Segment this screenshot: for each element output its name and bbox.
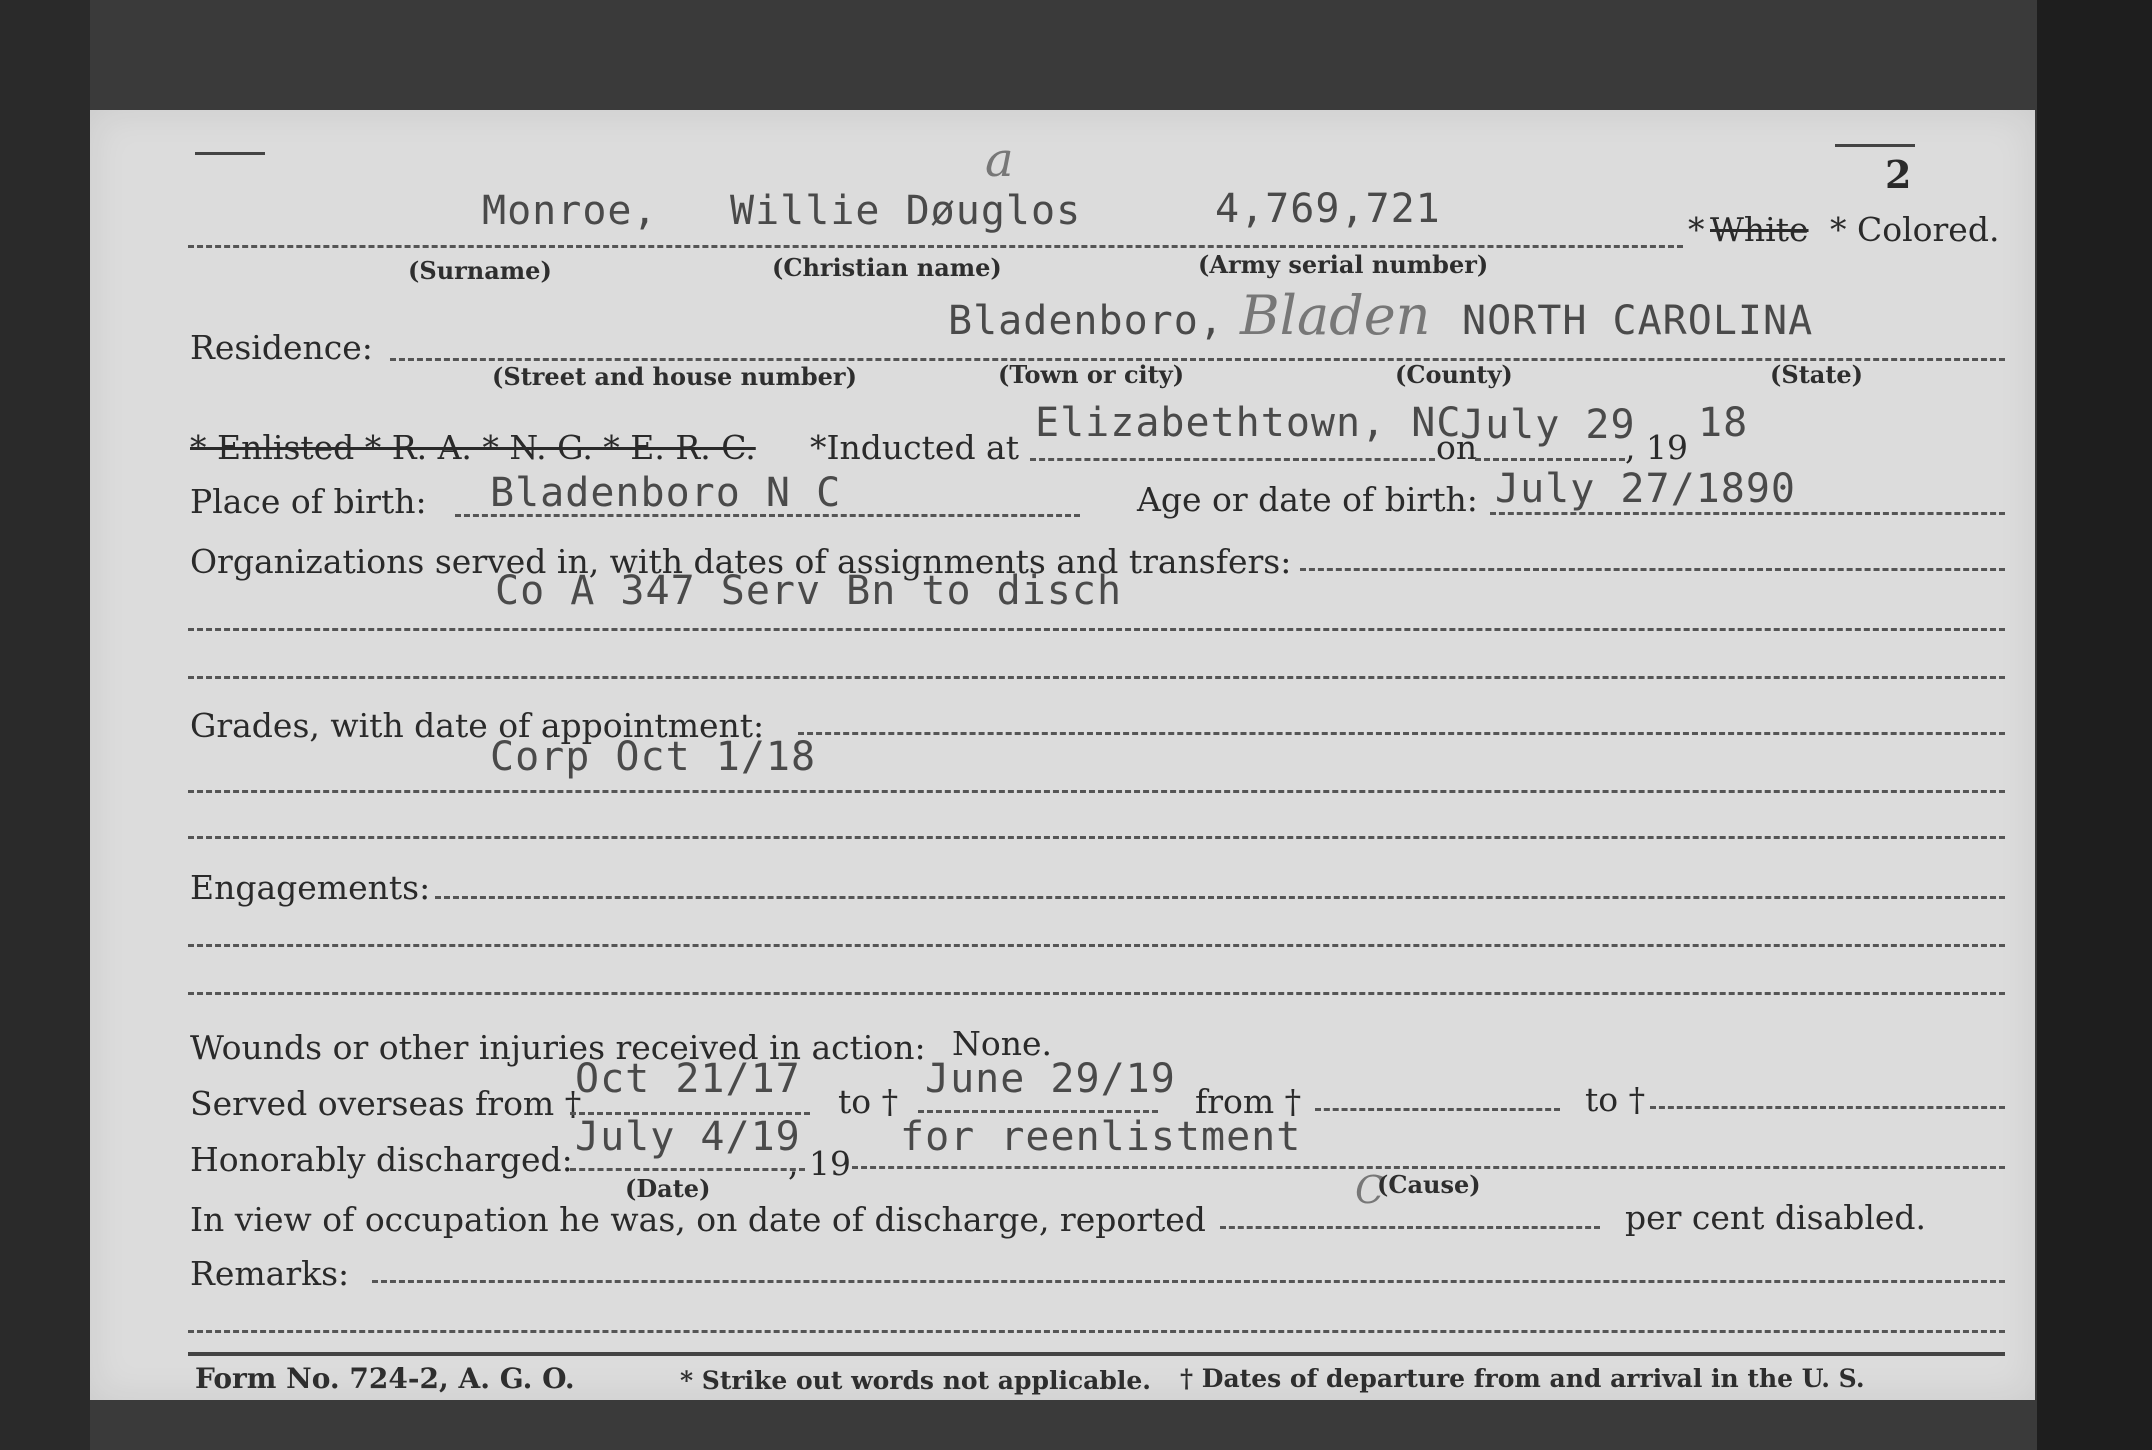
organizations-label: Organizations served in, with dates of assignments and transfers:	[190, 542, 1292, 581]
overseas-to2-label: to †	[1585, 1080, 1646, 1119]
age-value: July 27/1890	[1495, 466, 1796, 512]
overseas-to2-line	[1650, 1106, 2005, 1109]
surname-label: (Surname)	[408, 256, 552, 285]
organizations-value: Co A 347 Serv Bn to disch	[495, 568, 1123, 614]
street-label: (Street and house number)	[492, 362, 857, 391]
race-white-struck: White	[1710, 210, 1809, 249]
grades-line-2	[188, 790, 2005, 793]
overseas-from2-label: from †	[1195, 1082, 1302, 1121]
age-line	[1490, 512, 2005, 515]
engagements-line-3	[188, 992, 2005, 995]
age-label: Age or date of birth:	[1137, 480, 1478, 519]
footer-note-strike: * Strike out words not applicable.	[680, 1366, 1151, 1395]
inducted-year-value: 18	[1698, 400, 1749, 446]
christian-name-label: (Christian name)	[772, 253, 1002, 282]
inducted-date-value: July 29	[1460, 402, 1636, 448]
form-number: Form No. 724-2, A. G. O.	[195, 1362, 575, 1395]
race-asterisk: *	[1688, 210, 1705, 249]
organizations-line-3	[188, 676, 2005, 679]
residence-state-value: NORTH CAROLINA	[1462, 298, 1814, 344]
discharged-label: Honorably discharged:	[190, 1140, 573, 1179]
on-label: on	[1436, 428, 1478, 467]
year-prefix: , 19	[1625, 428, 1688, 467]
footer-note-dates: † Dates of departure from and arrival in the U. S.	[1180, 1364, 1865, 1393]
wounds-value: None.	[952, 1024, 1053, 1063]
discharge-cause-line	[852, 1166, 2005, 1169]
place-of-birth-label: Place of birth:	[190, 482, 427, 521]
discharge-date-label: (Date)	[625, 1174, 711, 1203]
discharge-date-line	[570, 1168, 805, 1171]
organizations-line-2	[188, 628, 2005, 631]
top-right-rule	[1835, 144, 1915, 147]
discharge-cause-label: (Cause)	[1377, 1170, 1481, 1199]
disability-suffix: per cent disabled.	[1625, 1198, 1927, 1237]
christian-name-value: Willie Døuglos	[730, 188, 1082, 234]
residence-line	[390, 358, 2005, 361]
discharge-year-prefix: , 19	[788, 1144, 851, 1183]
serial-number-value: 4,769,721	[1215, 186, 1441, 232]
race-colored: * Colored.	[1830, 210, 2000, 249]
name-correction-handwritten: a	[985, 132, 1014, 188]
state-label: (State)	[1770, 360, 1864, 389]
service-record-card	[90, 110, 2035, 1400]
scanner-frame-left	[0, 0, 90, 1450]
residence-county-value: Bladen	[1240, 284, 1431, 347]
residence-town-value: Bladenboro,	[948, 298, 1224, 344]
discharge-cause-mark: C	[1355, 1168, 1385, 1212]
overseas-from-value: Oct 21/17	[575, 1056, 801, 1102]
organizations-line-1	[1300, 568, 2005, 571]
place-of-birth-value: Bladenboro N C	[490, 470, 842, 516]
discharge-cause-value: for reenlistment	[900, 1114, 1302, 1160]
wounds-label: Wounds or other injuries received in action:	[190, 1028, 926, 1067]
discharge-date-value: July 4/19	[575, 1114, 801, 1160]
disability-label: In view of occupation he was, on date of discharge, reported	[190, 1200, 1206, 1239]
grades-label: Grades, with date of appointment:	[190, 706, 765, 745]
top-left-rule	[195, 152, 265, 155]
inducted-at-label: *Inducted at	[810, 428, 1019, 467]
town-label: (Town or city)	[998, 360, 1185, 389]
enlistment-types-struck: * Enlisted * R. A. * N. G. * E. R. C.	[190, 428, 756, 467]
grades-value: Corp Oct 1/18	[490, 734, 817, 780]
remarks-line-1	[372, 1280, 2005, 1283]
overseas-from2-line	[1315, 1108, 1560, 1111]
disability-line	[1220, 1226, 1600, 1229]
serial-number-label: (Army serial number)	[1198, 250, 1489, 279]
grades-line-1	[798, 732, 2005, 735]
inducted-date-line	[1475, 458, 1625, 461]
remarks-label: Remarks:	[190, 1254, 350, 1293]
served-overseas-label: Served overseas from †	[190, 1084, 582, 1123]
engagements-label: Engagements:	[190, 868, 431, 907]
county-label: (County)	[1395, 360, 1513, 389]
remarks-line-2	[188, 1330, 2005, 1333]
scanner-frame-right	[2037, 0, 2152, 1450]
overseas-to-label: to †	[838, 1082, 899, 1121]
surname-value: Monroe,	[482, 188, 658, 234]
engagements-line-1	[435, 896, 2005, 899]
name-line	[188, 245, 1683, 248]
bottom-rule	[188, 1352, 2005, 1356]
grades-line-3	[188, 836, 2005, 839]
inducted-place-value: Elizabethtown, NC	[1035, 400, 1462, 446]
card-number: 2	[1885, 152, 1912, 197]
overseas-to-value: June 29/19	[925, 1056, 1176, 1102]
overseas-to-line	[918, 1110, 1158, 1113]
residence-label: Residence:	[190, 328, 373, 367]
engagements-line-2	[188, 944, 2005, 947]
inducted-place-line	[1030, 458, 1435, 461]
place-of-birth-line	[455, 514, 1080, 517]
